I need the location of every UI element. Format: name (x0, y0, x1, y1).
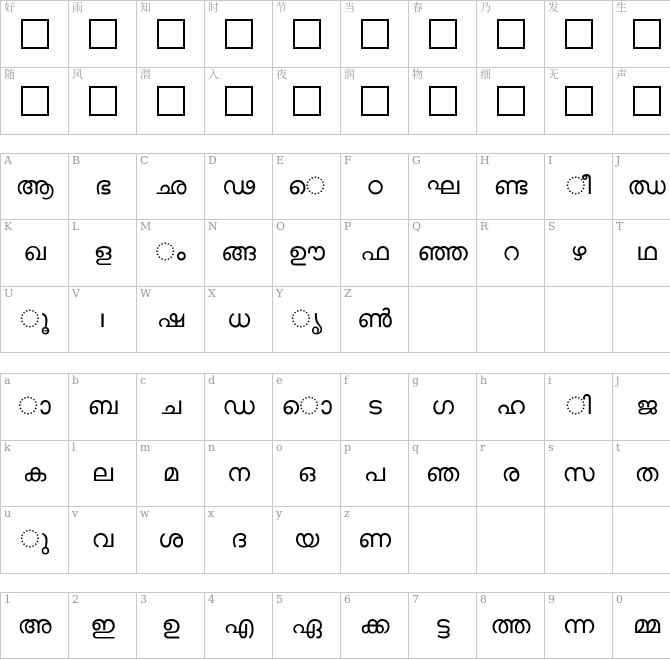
glyph-cell (409, 374, 477, 441)
glyph-cell (137, 220, 205, 287)
empty-cell (409, 507, 477, 574)
glyph-cell (137, 154, 205, 220)
glyph-cell (477, 1, 545, 68)
glyph-cell (205, 287, 273, 353)
glyph-cell (205, 1, 273, 68)
key-label: 2 (72, 593, 79, 606)
glyph-cell (1, 68, 69, 135)
key-label: h (480, 374, 488, 387)
glyph-cell (341, 441, 409, 507)
glyph-cell (205, 441, 273, 507)
glyph-cell (341, 507, 409, 574)
glyph-cell (273, 374, 341, 441)
key-label: v (72, 507, 79, 520)
glyph-cell (205, 220, 273, 287)
glyph: ഗ (431, 391, 454, 420)
glyph-cell (137, 68, 205, 135)
key-label: c (140, 374, 147, 387)
glyph: ו (99, 304, 106, 333)
glyph: ഊ (288, 237, 325, 266)
glyph-cell (69, 593, 137, 659)
key-label: g (412, 374, 420, 387)
glyph: ഡ (222, 391, 255, 420)
glyph-cell (613, 220, 670, 287)
key-label: 春 (412, 1, 423, 14)
glyph: ങ്ങ (221, 237, 256, 266)
glyph: ൺ (356, 304, 392, 333)
glyph-cell (1, 220, 69, 287)
missing-glyph-icon (477, 16, 544, 57)
glyph-cell (137, 441, 205, 507)
glyph: ഏ (291, 610, 322, 639)
key-label: 细 (480, 68, 491, 81)
glyph-cell (545, 593, 613, 659)
glyph: െ (287, 171, 326, 200)
glyph: ത്ത (490, 610, 531, 639)
glyph-cell (1, 154, 69, 220)
glyph-cell (273, 287, 341, 353)
glyph: ൊ (281, 391, 332, 420)
glyph-cell (477, 220, 545, 287)
empty-cell (545, 507, 613, 574)
empty-cell (477, 287, 545, 353)
key-label: 润 (344, 68, 355, 81)
key-label: 随 (4, 68, 15, 81)
glyph-cell (1, 1, 69, 68)
glyph: ശ (157, 524, 184, 553)
glyph-cell (409, 220, 477, 287)
glyph: ൃ (290, 304, 323, 333)
glyph: ഭ (94, 171, 111, 200)
glyph-cell (477, 374, 545, 441)
missing-glyph-icon (545, 83, 612, 124)
glyph-cell (341, 220, 409, 287)
missing-glyph-icon (409, 16, 476, 57)
glyph-cell (545, 154, 613, 220)
key-label: H (480, 154, 490, 167)
digit-glyph-grid (0, 592, 670, 659)
glyph: ഘ (425, 171, 460, 200)
missing-glyph-icon (409, 83, 476, 124)
key-label: 乃 (480, 1, 491, 14)
key-label: 潜 (140, 68, 151, 81)
glyph: എ (223, 610, 254, 639)
missing-glyph-icon (205, 16, 272, 57)
glyph-cell (1, 374, 69, 441)
glyph: ാ (18, 391, 51, 420)
key-label: A (4, 154, 12, 167)
glyph-cell (545, 1, 613, 68)
key-label: 时 (208, 1, 219, 14)
glyph-cell (409, 154, 477, 220)
glyph-cell (137, 374, 205, 441)
glyph: ധ (226, 304, 251, 333)
missing-glyph-icon (477, 83, 544, 124)
glyph-cell (273, 507, 341, 574)
missing-glyph-icon (137, 83, 204, 124)
glyph: ട്ട (435, 610, 450, 639)
glyph-cell (477, 68, 545, 135)
missing-glyph-icon (69, 16, 136, 57)
glyph-cell (69, 220, 137, 287)
glyph: ണ്ട (493, 171, 528, 200)
key-label: m (140, 441, 151, 454)
missing-glyph-icon (137, 16, 204, 57)
glyph-cell (477, 593, 545, 659)
glyph-cell (545, 220, 613, 287)
key-label: I (548, 154, 553, 167)
glyph: ജ (635, 391, 658, 420)
key-label: O (276, 220, 286, 233)
glyph-cell (137, 593, 205, 659)
glyph: ഒ (297, 458, 316, 487)
glyph: ി (565, 391, 592, 420)
key-label: i (548, 374, 552, 387)
glyph-cell (273, 593, 341, 659)
glyph: ഹ (496, 391, 525, 420)
glyph-cell (69, 374, 137, 441)
key-label: a (4, 374, 11, 387)
empty-cell (613, 507, 670, 574)
key-label: 无 (548, 68, 559, 81)
missing-glyph-icon (341, 16, 408, 57)
glyph-cell (69, 154, 137, 220)
key-label: l (72, 441, 76, 454)
key-label: V (72, 287, 80, 300)
glyph-cell (273, 154, 341, 220)
key-label: Q (412, 220, 422, 233)
glyph-cell (613, 154, 670, 220)
key-label: J (616, 154, 621, 167)
key-label: M (140, 220, 152, 233)
glyph: ഞ്ഞ (417, 237, 468, 266)
key-label: E (276, 154, 285, 167)
key-label: K (4, 220, 13, 233)
glyph-cell (341, 374, 409, 441)
key-label: 好 (4, 1, 15, 14)
glyph-cell (1, 287, 69, 353)
key-label: j (616, 374, 620, 387)
glyph: ച (159, 391, 182, 420)
glyph: റ (502, 237, 519, 266)
glyph: ഉ (161, 610, 180, 639)
glyph-cell (69, 287, 137, 353)
glyph: ഷ (156, 304, 185, 333)
key-label: 节 (276, 1, 287, 14)
glyph-cell (341, 1, 409, 68)
glyph: ം (155, 237, 186, 266)
glyph-cell (273, 441, 341, 507)
key-label: 9 (548, 593, 555, 606)
key-label: k (4, 441, 11, 454)
key-label: e (276, 374, 283, 387)
glyph: ഫ (360, 237, 389, 266)
key-label: R (480, 220, 489, 233)
glyph: ണ (357, 524, 392, 553)
glyph-cell (273, 1, 341, 68)
glyph-cell (545, 441, 613, 507)
glyph-cell (205, 593, 273, 659)
key-label: S (548, 220, 556, 233)
glyph-cell (205, 154, 273, 220)
glyph-cell (137, 287, 205, 353)
glyph: ക (22, 458, 47, 487)
key-label: 当 (344, 1, 355, 14)
glyph-cell (341, 68, 409, 135)
key-label: 0 (616, 593, 623, 606)
glyph-cell (69, 68, 137, 135)
key-label: 4 (208, 593, 215, 606)
key-label: r (480, 441, 486, 454)
key-label: 3 (140, 593, 147, 606)
key-label: b (72, 374, 80, 387)
glyph-cell (613, 593, 670, 659)
glyph-cell (409, 593, 477, 659)
key-label: 5 (276, 593, 283, 606)
key-label: p (344, 441, 352, 454)
glyph: ഠ (366, 171, 383, 200)
key-label: q (412, 441, 420, 454)
key-label: z (344, 507, 350, 520)
key-label: y (276, 507, 283, 520)
key-label: 生 (616, 1, 627, 14)
missing-glyph-icon (341, 83, 408, 124)
glyph: ഛ (154, 171, 187, 200)
glyph-cell (613, 1, 670, 68)
empty-cell (477, 507, 545, 574)
key-label: s (548, 441, 554, 454)
glyph-cell (205, 68, 273, 135)
glyph: ൂ (19, 304, 50, 333)
key-label: N (208, 220, 218, 233)
key-label: Y (276, 287, 284, 300)
glyph: യ (293, 524, 320, 553)
glyph: ള (93, 237, 112, 266)
glyph-cell (273, 68, 341, 135)
key-label: L (72, 220, 80, 233)
missing-glyph-icon (273, 16, 340, 57)
key-label: 入 (208, 68, 219, 81)
glyph: ക്ക (359, 610, 390, 639)
glyph-cell (341, 154, 409, 220)
glyph: ഖ (23, 237, 46, 266)
key-label: 夜 (276, 68, 287, 81)
key-label: 6 (344, 593, 351, 606)
key-label: 声 (616, 68, 627, 81)
glyph: ഞ (425, 458, 460, 487)
key-label: u (4, 507, 12, 520)
missing-glyph-icon (205, 83, 272, 124)
glyph: ദ (230, 524, 247, 553)
lowercase-glyph-grid (0, 373, 670, 574)
missing-glyph-icon (1, 16, 68, 57)
glyph: സ (562, 458, 595, 487)
glyph-cell (613, 68, 670, 135)
key-label: 知 (140, 1, 151, 14)
key-label: X (208, 287, 216, 300)
key-label: U (4, 287, 14, 300)
key-label: G (412, 154, 421, 167)
glyph: ബ (87, 391, 118, 420)
glyph-cell (477, 154, 545, 220)
glyph-cell (1, 441, 69, 507)
glyph: മ (162, 458, 179, 487)
glyph-cell (341, 593, 409, 659)
key-label: d (208, 374, 216, 387)
glyph: ഝ (627, 171, 666, 200)
glyph-cell (545, 374, 613, 441)
glyph-cell (69, 441, 137, 507)
glyph: ന (226, 458, 251, 487)
key-label: o (276, 441, 283, 454)
glyph-cell (409, 441, 477, 507)
glyph-cell (477, 441, 545, 507)
key-label: f (344, 374, 349, 387)
key-label: P (344, 220, 352, 233)
missing-glyph-icon (69, 83, 136, 124)
empty-cell (613, 287, 670, 353)
key-label: 7 (412, 593, 419, 606)
glyph-cell (137, 1, 205, 68)
empty-cell (545, 287, 613, 353)
cjk-glyph-grid (0, 0, 670, 135)
key-label: 8 (480, 593, 487, 606)
key-label: F (344, 154, 352, 167)
key-label: 物 (412, 68, 423, 81)
glyph-cell (1, 593, 69, 659)
glyph: ഴ (570, 237, 587, 266)
glyph-cell (273, 220, 341, 287)
key-label: x (208, 507, 215, 520)
glyph: ഢ (221, 171, 256, 200)
missing-glyph-icon (545, 16, 612, 57)
glyph-cell (205, 374, 273, 441)
key-label: 风 (72, 68, 83, 81)
key-label: w (140, 507, 150, 520)
glyph: ന്ന (562, 610, 595, 639)
key-label: t (616, 441, 621, 454)
missing-glyph-icon (273, 83, 340, 124)
key-label: C (140, 154, 149, 167)
key-label: B (72, 154, 81, 167)
glyph: ീ (565, 171, 592, 200)
key-label: 发 (548, 1, 559, 14)
missing-glyph-icon (1, 83, 68, 124)
glyph-cell (205, 507, 273, 574)
key-label: T (616, 220, 624, 233)
missing-glyph-icon (613, 16, 670, 57)
missing-glyph-icon (613, 83, 670, 124)
key-label: Z (344, 287, 352, 300)
key-label: 雨 (72, 1, 83, 14)
glyph: വ (91, 524, 114, 553)
glyph: ആ (15, 171, 54, 200)
glyph: പ (363, 458, 386, 487)
glyph-cell (137, 507, 205, 574)
key-label: 1 (4, 593, 11, 606)
uppercase-glyph-grid (0, 153, 670, 353)
glyph: ര (501, 458, 520, 487)
glyph: ഥ (636, 237, 657, 266)
glyph: അ (17, 610, 52, 639)
glyph: ു (19, 524, 50, 553)
glyph-cell (409, 1, 477, 68)
glyph-cell (69, 1, 137, 68)
glyph-cell (409, 68, 477, 135)
key-label: W (140, 287, 152, 300)
key-label: D (208, 154, 217, 167)
glyph-cell (613, 441, 670, 507)
empty-cell (409, 287, 477, 353)
glyph-cell (613, 374, 670, 441)
key-label: n (208, 441, 216, 454)
glyph: ത (634, 458, 659, 487)
glyph-cell (69, 507, 137, 574)
glyph-cell (545, 68, 613, 135)
glyph: ട (367, 391, 382, 420)
glyph: ല (91, 458, 114, 487)
glyph: മ്മ (632, 610, 661, 639)
glyph-cell (341, 287, 409, 353)
glyph-cell (1, 507, 69, 574)
glyph: ഇ (90, 610, 115, 639)
